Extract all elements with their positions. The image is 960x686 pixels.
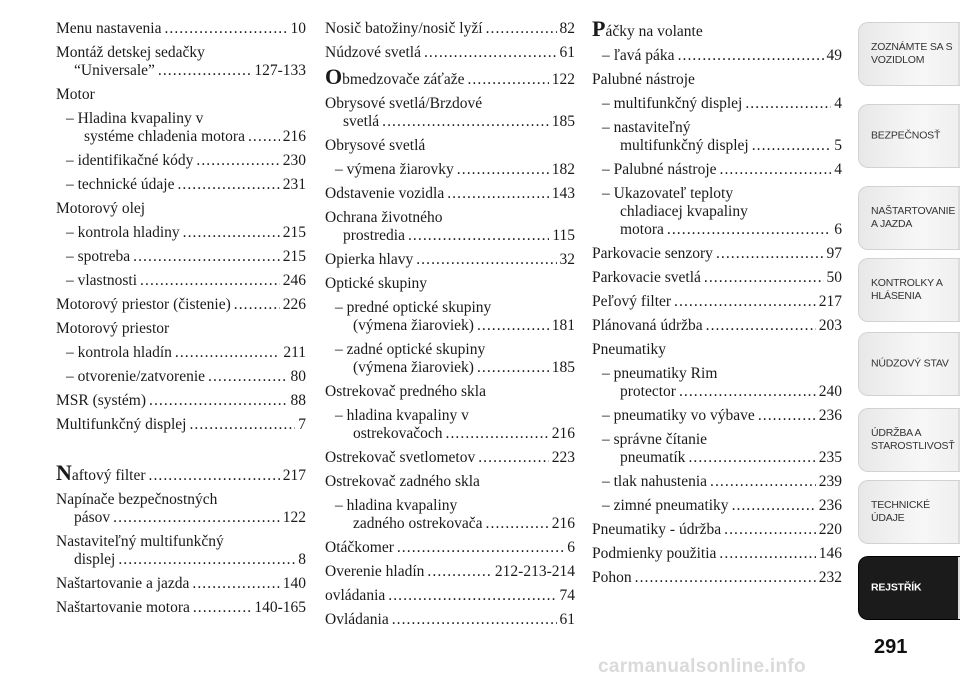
entry-text: svetlá (343, 113, 380, 130)
page-ref: 223 (551, 449, 575, 466)
index-entry (325, 473, 575, 491)
leader-dots (140, 272, 280, 290)
entry-text: zadného ostrekovača (353, 515, 483, 532)
leader-dots (149, 392, 288, 410)
entry-text: multifunkčný displej (620, 137, 749, 154)
entry-text: Pneumatiky - údržba (592, 521, 722, 538)
page-ref: 240 (818, 383, 842, 400)
entry-text: Multifunkčný displej (56, 416, 187, 433)
leader-dots (478, 449, 549, 467)
index-entry (56, 224, 306, 242)
leader-dots (234, 296, 280, 314)
index-entry (56, 152, 306, 170)
leader-dots (248, 128, 280, 146)
page-ref: 236 (818, 407, 842, 424)
entry-text: – kontrola hladín (66, 344, 172, 361)
entry-text: Peľový filter (592, 293, 672, 310)
entry-text: – spotreba (66, 248, 131, 265)
leader-dots (196, 152, 279, 170)
entry-text: Overenie hladín (325, 563, 425, 580)
leader-dots (706, 317, 816, 335)
leader-dots (392, 611, 557, 629)
entry-text: – Hladina kvapaliny v (66, 110, 204, 127)
entry-text: – pneumatiky Rim (602, 365, 718, 382)
entry-text: Nosič batožiny/nosič lyží (325, 20, 483, 37)
page-ref: 236 (818, 497, 842, 514)
page-ref: 239 (818, 473, 842, 490)
page-ref: 217 (818, 293, 842, 310)
page-ref: 127-133 (254, 62, 306, 79)
leader-dots (447, 185, 549, 203)
entry-text: – predné optické skupiny (335, 299, 492, 316)
leader-dots (667, 221, 831, 239)
leader-dots (164, 20, 287, 38)
entry-text: – nastaviteľný (602, 119, 691, 136)
page-ref: 146 (818, 545, 842, 562)
entry-text: Menu nastavenia (56, 20, 162, 37)
leader-dots (183, 224, 280, 242)
chapter-tab-label: NAŠTARTOVANIE A JAZDA (871, 205, 956, 230)
entry-text: Odstavenie vozidla (325, 185, 445, 202)
leader-dots (427, 563, 492, 581)
page-ref: 88 (290, 392, 306, 409)
index-entry (325, 137, 575, 155)
index-entry (592, 245, 842, 263)
leader-dots (192, 575, 279, 593)
page-ref: 182 (551, 161, 575, 178)
chapter-tab-label: REJSTŘÍK (871, 581, 922, 594)
entry-text: Obmedzovače záťaže (325, 64, 465, 89)
leader-dots (477, 359, 549, 377)
page-ref: 6 (834, 221, 842, 238)
entry-text: protector (620, 383, 676, 400)
page-ref: 211 (283, 344, 306, 361)
leader-dots (133, 248, 280, 266)
chapter-tab[interactable] (858, 332, 960, 396)
page-ref: 215 (282, 224, 306, 241)
entry-text: – hladina kvapaliny (335, 497, 458, 514)
index-entry (56, 296, 306, 314)
leader-dots (177, 176, 279, 194)
index-entry (325, 275, 575, 293)
index-column-2 (325, 20, 575, 635)
leader-dots (720, 161, 832, 179)
entry-text: – multifunkčný displej (602, 95, 743, 112)
page-ref: 185 (551, 359, 575, 376)
page-ref: 122 (551, 71, 575, 88)
chapter-tab[interactable] (858, 104, 960, 168)
entry-text: – identifikačné kódy (66, 152, 194, 169)
chapter-tab[interactable] (858, 258, 960, 322)
page-ref: 246 (282, 272, 306, 289)
leader-dots (732, 497, 816, 515)
index-entry (56, 491, 306, 527)
page-ref: 61 (559, 44, 575, 61)
entry-text: motora (620, 221, 664, 238)
leader-dots (149, 467, 280, 485)
index-entry (592, 521, 842, 539)
index-entry (56, 392, 306, 410)
leader-dots (758, 407, 816, 425)
leader-dots (710, 473, 816, 491)
index-entry (592, 431, 842, 467)
index-entry (592, 293, 842, 311)
page-ref: 226 (282, 296, 306, 313)
entry-text: ovládania (325, 587, 386, 604)
entry-text: Montáž detskej sedačky (56, 44, 205, 61)
leader-dots (477, 317, 549, 335)
entry-text: ostrekovačoch (353, 425, 443, 442)
page-ref: 231 (282, 176, 306, 193)
entry-text: Napínače bezpečnostných (56, 491, 218, 508)
page-ref: 143 (551, 185, 575, 202)
leader-dots (158, 62, 251, 80)
entry-text: (výmena žiaroviek) (353, 359, 474, 376)
index-entry (592, 569, 842, 587)
index-entry (325, 251, 575, 269)
entry-text: Motorový priestor (čistenie) (56, 296, 231, 313)
page-ref: 215 (282, 248, 306, 265)
entry-text: – Palubné nástroje (602, 161, 717, 178)
chapter-tab-label: ZOZNÁMTE SA S VOZIDLOM (871, 41, 953, 66)
page-ref: 6 (567, 539, 575, 556)
index-entry (56, 460, 306, 485)
entry-text: (výmena žiaroviek) (353, 317, 474, 334)
entry-text: – Ukazovateľ teploty (602, 185, 734, 202)
page-ref: 140 (282, 575, 306, 592)
entry-text: Motorový olej (56, 200, 146, 217)
entry-text: pásov (74, 509, 111, 526)
leader-dots (752, 137, 832, 155)
index-entry (56, 20, 306, 38)
leader-dots (724, 521, 816, 539)
index-entry (592, 407, 842, 425)
page-ref: 232 (818, 569, 842, 586)
index-entry (56, 599, 306, 617)
entry-text: Obrysové svetlá (325, 137, 426, 154)
entry-text: Ochrana životného (325, 209, 443, 226)
index-entry (56, 533, 306, 569)
page-ref: 216 (551, 425, 575, 442)
index-entry (325, 587, 575, 605)
entry-text: Pohon (592, 569, 632, 586)
index-entry (592, 473, 842, 491)
index-entry (325, 449, 575, 467)
entry-text: Ostrekovač zadného skla (325, 473, 480, 490)
entry-text: Parkovacie svetlá (592, 269, 701, 286)
index-entry (325, 20, 575, 38)
leader-dots (457, 161, 549, 179)
chapter-tab-label: KONTROLKY A HLÁSENIA (871, 277, 943, 302)
leader-dots (446, 425, 549, 443)
index-entry (592, 47, 842, 65)
entry-text: Otáčkomer (325, 539, 394, 556)
page-ref: 122 (282, 509, 306, 526)
entry-text: “Universale” (74, 62, 155, 79)
index-entry (56, 368, 306, 386)
index-entry (56, 320, 306, 338)
index-entry (325, 341, 575, 377)
leader-dots (175, 344, 280, 362)
entry-text: Obrysové svetlá/Brzdové (325, 95, 483, 112)
index-entry (592, 119, 842, 155)
index-entry (325, 209, 575, 245)
entry-text: Plánovaná údržba (592, 317, 703, 334)
entry-text: Parkovacie senzory (592, 245, 713, 262)
leader-dots (118, 551, 295, 569)
entry-text: – správne čítanie (602, 431, 708, 448)
leader-dots (189, 416, 295, 434)
page-ref: 216 (551, 515, 575, 532)
index-entry (592, 269, 842, 287)
page-ref: 49 (826, 47, 842, 64)
leader-dots (397, 539, 564, 557)
page-ref: 50 (826, 269, 842, 286)
index-entry (592, 497, 842, 515)
leader-dots (424, 44, 557, 62)
index-column-3 (592, 16, 842, 593)
entry-text: Naftový filter (56, 460, 146, 485)
page-ref: 4 (834, 161, 842, 178)
index-column-1 (56, 20, 306, 623)
entry-text: – ľavá páka (602, 47, 675, 64)
index-entry (592, 341, 842, 359)
index-entry (56, 272, 306, 290)
page-ref: 5 (834, 137, 842, 154)
entry-text: pneumatík (620, 449, 686, 466)
index-entry (56, 248, 306, 266)
index-entry (56, 44, 306, 80)
leader-dots (408, 227, 549, 245)
watermark: carmanualsonline.info (598, 656, 806, 677)
page-ref: 230 (282, 152, 306, 169)
entry-text: Motorový priestor (56, 320, 170, 337)
chapter-tab[interactable] (858, 556, 960, 620)
index-entry (325, 611, 575, 629)
entry-text: – pneumatiky vo výbave (602, 407, 755, 424)
index-entry (325, 563, 575, 581)
page-ref: 74 (559, 587, 575, 604)
index-entry (325, 497, 575, 533)
page-ref: 212-213-214 (494, 563, 575, 580)
entry-text: Optické skupiny (325, 275, 428, 292)
entry-text: – otvorenie/zatvorenie (66, 368, 206, 385)
entry-text: – zimné pneumatiky (602, 497, 729, 514)
entry-text: – tlak nahustenia (602, 473, 708, 490)
entry-text: Palubné nástroje (592, 71, 695, 88)
entry-text: – technické údaje (66, 176, 175, 193)
index-entry (325, 299, 575, 335)
leader-dots (635, 569, 816, 587)
entry-text: prostredia (343, 227, 405, 244)
leader-dots (388, 587, 556, 605)
page-ref: 10 (290, 20, 306, 37)
chapter-tab-label: BEZPEČNOSŤ (871, 129, 941, 142)
chapter-tab[interactable] (858, 480, 960, 544)
index-entry (592, 185, 842, 239)
page-number: 291 (874, 636, 908, 658)
entry-text: Opierka hlavy (325, 251, 414, 268)
index-entry (592, 95, 842, 113)
index-entry (592, 71, 842, 89)
page-ref: 216 (282, 128, 306, 145)
entry-text: Ovládania (325, 611, 389, 628)
index-entry (325, 383, 575, 401)
entry-text: – vlastnosti (66, 272, 138, 289)
chapter-tab[interactable] (858, 22, 960, 86)
page-ref: 181 (551, 317, 575, 334)
index-entry (56, 416, 306, 434)
index-entry (56, 110, 306, 146)
leader-dots (704, 269, 824, 287)
page-ref: 203 (818, 317, 842, 334)
page-ref: 235 (818, 449, 842, 466)
chapter-tab-label: TECHNICKÉ ÚDAJE (871, 499, 930, 524)
entry-text: – zadné optické skupiny (335, 341, 486, 358)
entry-text: Ostrekovač svetlometov (325, 449, 476, 466)
entry-text: Naštartovanie a jazda (56, 575, 190, 592)
index-entry (325, 64, 575, 89)
entry-text: – výmena žiarovky (335, 161, 454, 178)
entry-text: Podmienky použitia (592, 545, 717, 562)
leader-dots (113, 509, 280, 527)
page-ref: 7 (298, 416, 306, 433)
leader-dots (716, 245, 824, 263)
leader-dots (688, 449, 815, 467)
chapter-tab[interactable] (858, 186, 960, 250)
entry-text: displej (74, 551, 116, 568)
entry-text: chladiacej kvapaliny (620, 203, 748, 220)
page-ref: 220 (818, 521, 842, 538)
leader-dots (674, 293, 816, 311)
leader-dots (719, 545, 815, 563)
page-ref: 82 (559, 20, 575, 37)
entry-text: systéme chladenia motora (84, 128, 245, 145)
index-entry (592, 545, 842, 563)
leader-dots (416, 251, 556, 269)
page-ref: 217 (282, 467, 306, 484)
index-entry (325, 161, 575, 179)
page-ref: 185 (551, 113, 575, 130)
leader-dots (486, 515, 549, 533)
index-entry (56, 200, 306, 218)
page-ref: 97 (826, 245, 842, 262)
leader-dots (467, 71, 548, 89)
index-entry (325, 539, 575, 557)
index-entry (56, 344, 306, 362)
entry-text: Nastaviteľný multifunkčný (56, 533, 224, 550)
leader-dots (679, 383, 816, 401)
leader-dots (745, 95, 831, 113)
entry-text: – hladina kvapaliny v (335, 407, 469, 424)
index-entry (56, 176, 306, 194)
index-entry (592, 161, 842, 179)
index-entry (56, 575, 306, 593)
entry-text: Motor (56, 86, 95, 103)
leader-dots (193, 599, 251, 617)
leader-dots (486, 20, 557, 38)
index-entry (325, 44, 575, 62)
index-entry (592, 317, 842, 335)
entry-text: Pneumatiky (592, 341, 667, 358)
index-entry (325, 95, 575, 131)
entry-text: Naštartovanie motora (56, 599, 190, 616)
page-ref: 80 (290, 368, 306, 385)
entry-text: – kontrola hladiny (66, 224, 180, 241)
chapter-tab-label: NÚDZOVÝ STAV (871, 357, 949, 370)
page-ref: 140-165 (254, 599, 306, 616)
page-ref: 4 (834, 95, 842, 112)
leader-dots (382, 113, 549, 131)
entry-text: Ostrekovač predného skla (325, 383, 486, 400)
page-ref: 61 (559, 611, 575, 628)
index-entry (592, 365, 842, 401)
entry-text: Páčky na volante (592, 16, 703, 41)
index-entry (592, 16, 842, 41)
entry-text: MSR (systém) (56, 392, 146, 409)
leader-dots (208, 368, 287, 386)
page-ref: 115 (552, 227, 575, 244)
index-entry (56, 86, 306, 104)
chapter-tabs-sidebar (858, 0, 960, 686)
chapter-tab[interactable] (858, 408, 960, 472)
leader-dots (678, 47, 824, 65)
entry-text: Núdzové svetlá (325, 44, 421, 61)
page-ref: 32 (559, 251, 575, 268)
chapter-tab-label: ÚDRŽBA A STAROSTLIVOSŤ (871, 427, 955, 452)
index-entry (325, 185, 575, 203)
index-entry (325, 407, 575, 443)
page-ref: 8 (298, 551, 306, 568)
